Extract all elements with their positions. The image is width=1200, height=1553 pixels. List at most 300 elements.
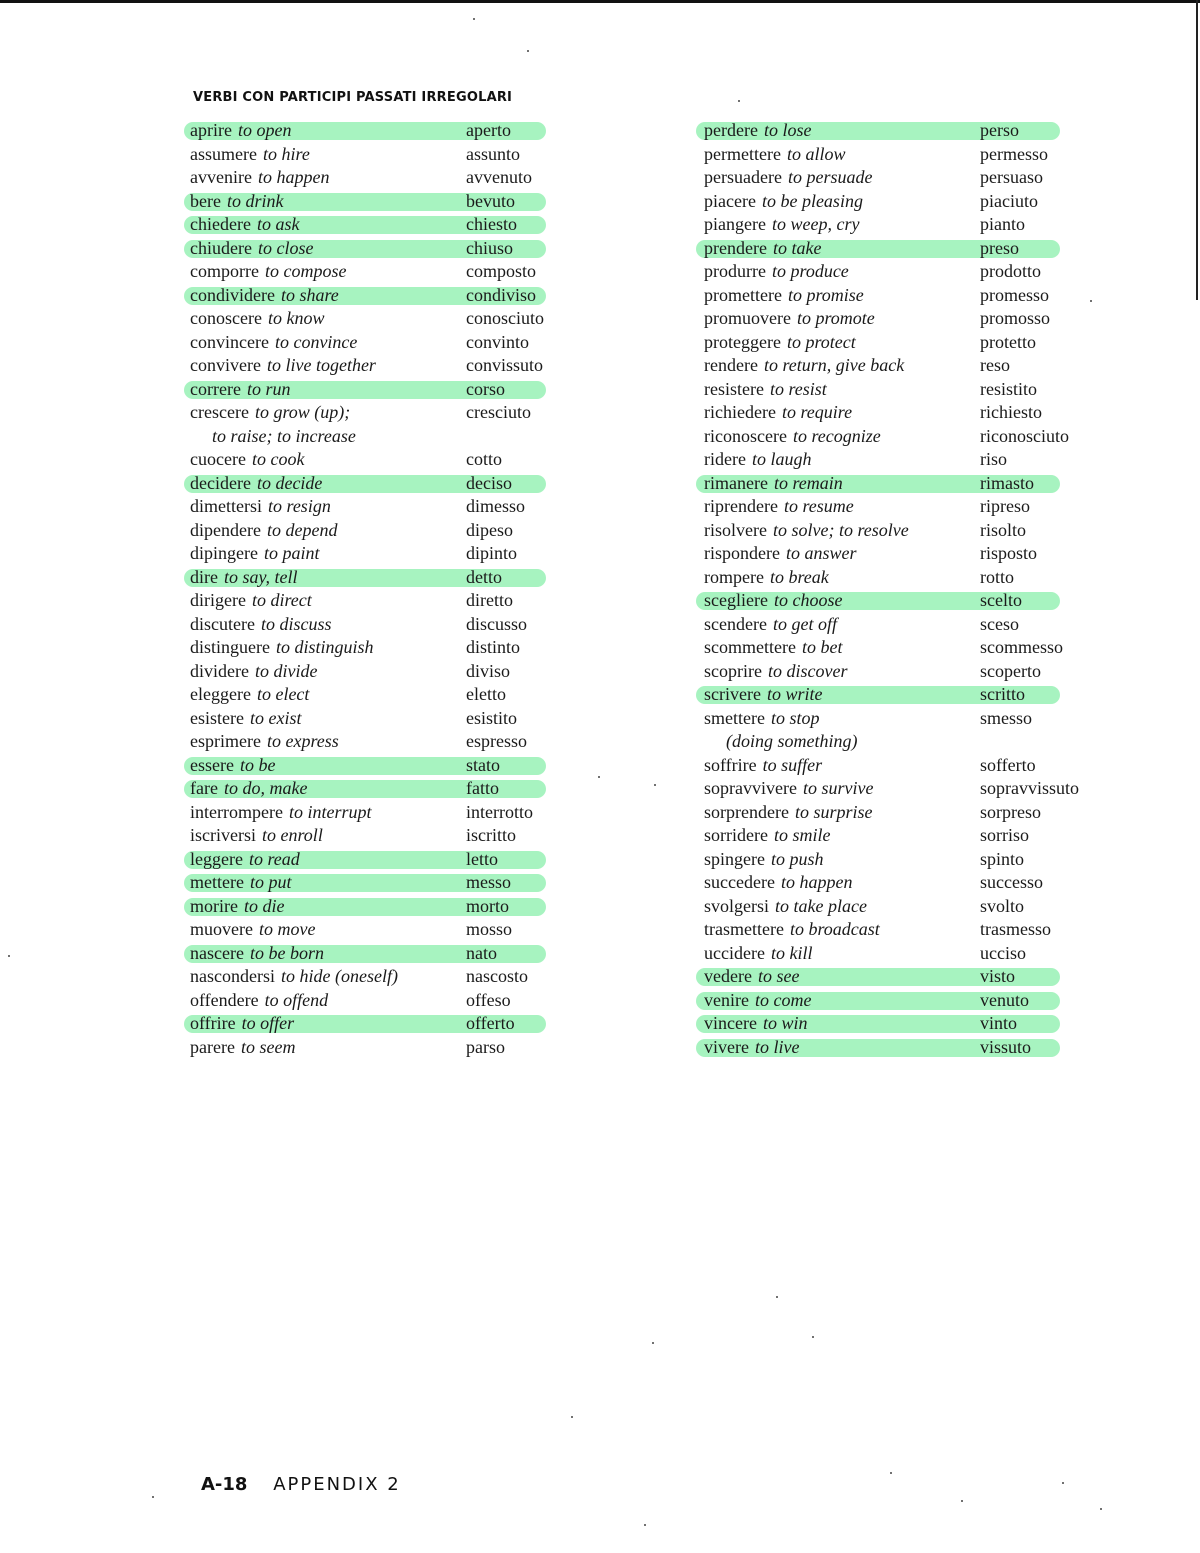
verb-entry	[704, 331, 1036, 355]
infinitive: rompere	[704, 566, 764, 587]
english-meaning: to resign	[267, 496, 331, 516]
verb-entry	[190, 213, 517, 237]
verb-entry	[704, 589, 1022, 613]
verb-and-meaning	[190, 967, 398, 986]
verb-entry	[190, 166, 532, 190]
english-meaning: to enroll	[261, 825, 323, 845]
past-participle: sorpreso	[980, 801, 1041, 822]
verb-entry	[190, 307, 544, 331]
infinitive: piacere	[704, 190, 756, 211]
verb-and-meaning	[190, 1038, 295, 1057]
verb-and-meaning	[704, 333, 856, 352]
infinitive: offendere	[190, 989, 259, 1010]
english-meaning: to move	[258, 919, 316, 939]
verb-entry	[190, 119, 511, 143]
infinitive: bere	[190, 190, 221, 211]
infinitive: vivere	[704, 1036, 749, 1057]
past-participle: esistito	[466, 707, 518, 728]
past-participle: sofferto	[980, 754, 1036, 775]
english-meaning: to ask	[256, 214, 300, 234]
infinitive: resistere	[704, 378, 764, 399]
infinitive: sorprendere	[704, 801, 789, 822]
verb-entry	[190, 942, 497, 966]
infinitive: dipendere	[190, 519, 261, 540]
past-participle: sorriso	[980, 825, 1029, 845]
infinitive: convincere	[190, 331, 269, 352]
verb-entry	[704, 519, 1027, 543]
past-participle: fatto	[466, 778, 499, 798]
verb-and-meaning	[190, 615, 331, 634]
english-meaning: to divide	[254, 660, 318, 681]
english-meaning: to paint	[263, 543, 320, 563]
verb-and-meaning	[190, 850, 300, 869]
english-meaning: to remain	[773, 472, 843, 493]
infinitive: convivere	[190, 355, 261, 375]
verb-and-meaning	[190, 450, 304, 469]
past-participle: vinto	[980, 1013, 1018, 1033]
past-participle: rimasto	[980, 472, 1034, 493]
verb-entry	[190, 589, 513, 613]
verb-and-meaning	[190, 286, 339, 305]
past-participle: morto	[466, 895, 509, 916]
verb-entry	[704, 660, 1041, 684]
past-participle: diretto	[466, 590, 513, 610]
past-participle: permesso	[980, 143, 1048, 164]
verb-entry	[704, 754, 1036, 778]
verb-entry	[190, 989, 511, 1013]
verb-entry	[190, 918, 513, 942]
english-meaning: to promise	[787, 284, 864, 305]
verb-and-meaning	[704, 615, 837, 634]
infinitive: esistere	[190, 707, 244, 728]
verb-entry	[704, 495, 1030, 519]
verb-entry	[190, 683, 506, 707]
verb-entry	[704, 989, 1029, 1013]
verb-and-meaning	[704, 239, 821, 258]
verb-and-meaning	[704, 497, 854, 516]
past-participle: ucciso	[980, 942, 1026, 963]
verb-and-meaning	[190, 709, 301, 728]
infinitive: vedere	[704, 966, 752, 986]
infinitive: nascondersi	[190, 966, 275, 986]
english-meaning: to suffer	[762, 754, 823, 775]
infinitive: scendere	[704, 613, 767, 634]
infinitive: vincere	[704, 1013, 757, 1033]
verb-and-meaning	[190, 779, 307, 798]
english-meaning: to convince	[274, 331, 358, 352]
infinitive: parere	[190, 1036, 235, 1057]
scan-speck	[1100, 1508, 1102, 1510]
infinitive: distinguere	[190, 637, 270, 657]
infinitive: rimanere	[704, 472, 768, 493]
scan-speck	[738, 100, 740, 102]
past-participle: sceso	[980, 613, 1019, 634]
english-meaning: to happen	[780, 872, 853, 892]
english-meaning: to read	[248, 848, 300, 869]
verb-and-meaning	[704, 709, 820, 728]
english-meaning: to persuade	[787, 167, 873, 187]
infinitive: mettere	[190, 872, 244, 892]
infinitive: crescere	[190, 402, 249, 422]
verb-and-meaning	[190, 192, 283, 211]
infinitive: aprire	[190, 120, 232, 140]
verb-entry	[704, 284, 1049, 308]
infinitive: promettere	[704, 284, 782, 305]
english-meaning: to lose	[763, 120, 812, 140]
infinitive: persuadere	[704, 167, 782, 187]
verb-entry	[190, 801, 533, 825]
english-meaning: to put	[249, 872, 292, 892]
verb-and-meaning	[704, 544, 857, 563]
past-participle: cresciuto	[466, 402, 531, 422]
scan-speck	[961, 1500, 963, 1502]
past-participle: reso	[980, 355, 1010, 375]
english-meaning: to surprise	[794, 801, 873, 822]
infinitive: avvenire	[190, 167, 252, 187]
verb-entry	[190, 965, 528, 989]
past-participle: deciso	[466, 472, 512, 493]
verb-and-meaning	[704, 450, 811, 469]
scan-speck	[152, 1496, 154, 1498]
past-participle: dipeso	[466, 519, 513, 540]
verb-entry	[704, 542, 1038, 566]
past-participle: nascosto	[466, 966, 528, 986]
past-participle: iscritto	[466, 825, 516, 845]
english-meaning: to be	[239, 754, 276, 775]
verb-and-meaning	[704, 192, 863, 211]
verb-and-meaning	[704, 380, 827, 399]
verb-and-meaning	[704, 168, 872, 187]
infinitive: produrre	[704, 261, 766, 281]
past-participle: svolto	[980, 895, 1025, 916]
infinitive: dimettersi	[190, 496, 262, 516]
english-meaning: to allow	[786, 143, 846, 164]
verb-entry	[190, 448, 502, 472]
verb-entry	[190, 707, 518, 731]
page-heading: VERBI CON PARTICIPI PASSATI IRREGOLARI	[193, 90, 513, 105]
past-participle: spinto	[980, 848, 1025, 869]
verb-entry	[704, 848, 1025, 872]
infinitive: piangere	[704, 214, 766, 234]
past-participle: scelto	[980, 590, 1022, 610]
past-participle: interrotto	[466, 801, 533, 822]
verb-entry	[704, 707, 1033, 731]
verb-entry	[704, 918, 1051, 942]
past-participle: convinto	[466, 331, 529, 352]
english-meaning: to come	[754, 989, 812, 1010]
verb-entry	[190, 1036, 505, 1060]
infinitive: iscriversi	[190, 825, 256, 845]
english-meaning: to discuss	[260, 613, 332, 634]
meaning-continuation: (doing something)	[726, 731, 858, 751]
english-meaning: to stop	[770, 707, 820, 728]
verb-entry	[704, 401, 1042, 425]
verb-and-meaning	[190, 145, 310, 164]
past-participle: dimesso	[466, 496, 526, 516]
infinitive: assumere	[190, 143, 257, 164]
footer-appendix-title: APPENDIX 2	[273, 1474, 401, 1495]
verb-entry	[704, 378, 1037, 402]
verb-entry	[704, 566, 1014, 590]
verb-and-meaning	[190, 215, 299, 234]
past-participle: vissuto	[980, 1036, 1032, 1057]
verb-and-meaning	[704, 591, 842, 610]
english-meaning: to laugh	[751, 449, 812, 469]
english-meaning: to return, give back	[763, 355, 905, 375]
infinitive: chiudere	[190, 237, 252, 258]
verb-entry	[704, 119, 1019, 143]
verb-and-meaning	[704, 403, 852, 422]
verb-and-meaning	[704, 121, 811, 140]
infinitive: esprimere	[190, 731, 261, 751]
verb-and-meaning	[704, 1014, 807, 1033]
verb-entry	[190, 143, 520, 167]
verb-and-meaning	[704, 521, 909, 540]
english-meaning: to smile	[773, 825, 831, 845]
english-meaning: to broadcast	[789, 919, 880, 939]
past-participle: detto	[466, 566, 502, 587]
infinitive: proteggere	[704, 331, 781, 352]
verb-and-meaning	[190, 591, 312, 610]
infinitive: dividere	[190, 660, 249, 681]
past-participle: resistito	[980, 378, 1037, 399]
infinitive: rendere	[704, 355, 758, 375]
english-meaning: to require	[781, 402, 853, 422]
verb-entry	[190, 495, 526, 519]
past-participle: bevuto	[466, 190, 515, 211]
scan-speck	[890, 1472, 892, 1474]
verb-and-meaning	[704, 427, 881, 446]
past-participle: protetto	[980, 331, 1036, 352]
verb-and-meaning	[704, 967, 799, 986]
left-verb-column	[190, 119, 544, 1059]
past-participle: pianto	[980, 214, 1025, 234]
english-meaning: to kill	[770, 942, 813, 963]
past-participle: ripreso	[980, 496, 1030, 516]
verb-and-meaning	[190, 920, 315, 939]
english-meaning: to depend	[266, 519, 338, 540]
verb-entry	[190, 566, 502, 590]
verb-entry	[704, 801, 1041, 825]
past-participle: promesso	[980, 284, 1049, 305]
english-meaning: to choose	[773, 590, 843, 610]
verb-entry	[190, 331, 529, 355]
verb-and-meaning	[190, 991, 328, 1010]
past-participle: scoperto	[980, 660, 1041, 681]
verb-entry	[190, 519, 513, 543]
past-participle: distinto	[466, 637, 521, 657]
verb-entry	[704, 260, 1041, 284]
past-participle: conosciuto	[466, 308, 544, 328]
past-participle: trasmesso	[980, 919, 1051, 939]
verb-and-meaning	[190, 638, 374, 657]
english-meaning: to seem	[240, 1036, 296, 1057]
scan-speck	[598, 776, 600, 778]
verb-entry	[704, 1036, 1032, 1060]
past-participle: riso	[980, 449, 1007, 469]
verb-entry	[190, 871, 511, 895]
verb-and-meaning	[190, 497, 331, 516]
past-participle: diviso	[466, 660, 511, 681]
verb-and-meaning	[704, 1038, 799, 1057]
verb-and-meaning	[704, 779, 873, 798]
verb-and-meaning	[704, 803, 872, 822]
infinitive: smettere	[704, 707, 765, 728]
verb-entry	[704, 683, 1025, 707]
verb-entry	[190, 190, 515, 214]
past-participle: corso	[466, 378, 505, 399]
english-meaning: to survive	[802, 778, 874, 798]
english-meaning: to be pleasing	[761, 190, 863, 211]
english-meaning: to live	[754, 1036, 800, 1057]
english-meaning: to grow (up);	[254, 402, 351, 422]
infinitive: decidere	[190, 472, 251, 493]
infinitive: scommettere	[704, 637, 796, 657]
english-meaning: to close	[257, 237, 314, 258]
past-participle: cotto	[466, 449, 502, 469]
verb-and-meaning	[190, 685, 309, 704]
verb-entry	[190, 1012, 515, 1036]
past-participle: risposto	[980, 543, 1038, 563]
infinitive: scrivere	[704, 684, 761, 704]
infinitive: dirigere	[190, 590, 246, 610]
verb-entry	[704, 895, 1025, 919]
past-participle: messo	[466, 872, 511, 892]
past-participle: perso	[980, 120, 1019, 140]
verb-entry	[704, 636, 1063, 660]
english-meaning: to get off	[772, 613, 837, 634]
infinitive: discutere	[190, 613, 255, 634]
verb-and-meaning	[704, 850, 824, 869]
verb-entry	[704, 190, 1038, 214]
infinitive: interrompere	[190, 801, 283, 822]
past-participle: dipinto	[466, 543, 518, 563]
verb-entry	[704, 1012, 1018, 1036]
english-meaning: to distinguish	[275, 637, 374, 657]
infinitive: muovere	[190, 919, 253, 939]
verb-entry	[190, 542, 518, 566]
verb-entry	[704, 824, 1029, 848]
verb-and-meaning	[190, 732, 339, 751]
infinitive: promuovere	[704, 308, 791, 328]
verb-and-meaning	[190, 474, 322, 493]
english-meaning: to happen	[257, 167, 330, 187]
infinitive: cuocere	[190, 449, 246, 469]
infinitive: dire	[190, 566, 218, 587]
past-participle: venuto	[980, 989, 1029, 1010]
verb-and-meaning	[190, 662, 317, 681]
english-meaning: to offend	[264, 989, 329, 1010]
scan-speck	[8, 955, 10, 957]
past-participle: chiuso	[466, 237, 513, 258]
english-meaning: to write	[766, 684, 823, 704]
infinitive: scoprire	[704, 660, 762, 681]
verb-entry	[704, 143, 1048, 167]
infinitive: conoscere	[190, 308, 262, 328]
verb-and-meaning	[190, 521, 337, 540]
scan-speck	[812, 1336, 814, 1338]
verb-entry	[190, 401, 531, 425]
verb-and-meaning	[190, 1014, 294, 1033]
verb-entry	[190, 824, 516, 848]
english-meaning: to interrupt	[288, 801, 372, 822]
infinitive: chiedere	[190, 214, 251, 234]
verb-and-meaning	[190, 873, 291, 892]
verb-and-meaning	[190, 897, 284, 916]
page-footer	[201, 1474, 401, 1495]
verb-and-meaning	[190, 168, 329, 187]
english-meaning: to drink	[226, 190, 284, 211]
verb-entry	[704, 942, 1026, 966]
past-participle: nato	[466, 942, 497, 963]
english-meaning: to produce	[771, 261, 849, 281]
english-meaning: to promote	[796, 308, 875, 328]
infinitive: morire	[190, 895, 238, 916]
top-scan-border	[0, 0, 1200, 3]
verb-entry	[704, 166, 1043, 190]
verb-and-meaning	[190, 403, 350, 422]
infinitive: condividere	[190, 284, 275, 305]
verb-and-meaning	[704, 756, 822, 775]
verb-entry-continuation	[704, 730, 909, 754]
verb-and-meaning	[190, 121, 291, 140]
verb-entry	[190, 777, 499, 801]
scan-speck	[1090, 300, 1092, 302]
verb-and-meaning	[704, 309, 875, 328]
infinitive: permettere	[704, 143, 781, 164]
english-meaning: to bet	[801, 637, 843, 657]
past-participle: preso	[980, 237, 1019, 258]
past-participle: successo	[980, 872, 1043, 892]
verb-and-meaning	[704, 215, 859, 234]
verb-entry	[190, 354, 544, 378]
english-meaning: to be born	[249, 942, 324, 963]
infinitive: dipingere	[190, 543, 258, 563]
past-participle: condiviso	[466, 284, 536, 305]
past-participle: promosso	[980, 308, 1051, 328]
english-meaning: to take	[772, 237, 822, 258]
english-meaning: to protect	[786, 331, 856, 352]
past-participle: composto	[466, 261, 536, 281]
verb-entry	[704, 777, 1079, 801]
right-scan-border	[1196, 0, 1198, 300]
past-participle: visto	[980, 966, 1016, 986]
verb-entry	[190, 730, 527, 754]
past-participle: espresso	[466, 731, 527, 751]
infinitive: trasmettere	[704, 919, 784, 939]
past-participle: piaciuto	[980, 190, 1038, 211]
english-meaning: to push	[770, 848, 824, 869]
verb-entry	[704, 871, 1043, 895]
verb-and-meaning	[704, 662, 847, 681]
english-meaning: to decide	[256, 472, 323, 493]
verb-and-meaning	[704, 356, 904, 375]
infinitive: rispondere	[704, 543, 780, 563]
english-meaning: to answer	[785, 543, 857, 563]
verb-entry	[704, 425, 1069, 449]
infinitive: comporre	[190, 261, 259, 281]
english-meaning: to cook	[251, 449, 305, 469]
verb-entry	[704, 213, 1025, 237]
past-participle: eletto	[466, 684, 506, 704]
past-participle: offeso	[466, 989, 511, 1010]
infinitive: eleggere	[190, 684, 251, 704]
past-participle: scommesso	[980, 637, 1063, 657]
infinitive: correre	[190, 378, 241, 399]
verb-and-meaning	[190, 803, 371, 822]
past-participle: richiesto	[980, 402, 1042, 422]
past-participle: chiesto	[466, 214, 517, 234]
